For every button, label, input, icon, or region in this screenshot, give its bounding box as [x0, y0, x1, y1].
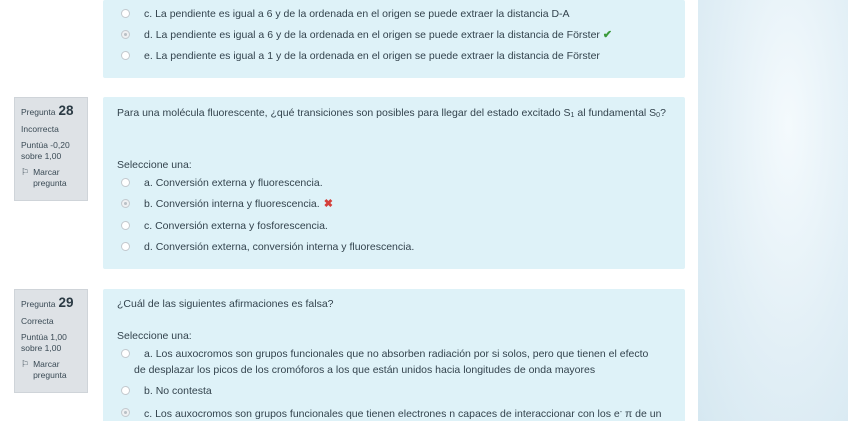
radio-option-c[interactable] [121, 221, 130, 230]
question-grade [21, 332, 81, 354]
option-a-text: a. Los auxocromos son grupos funcionales que no absorben radiación por si solos, pero que tienen el efecto de desplazar los picos de los cromóforos a los que están unidos hacia longitudes de onda mayores [134, 348, 649, 376]
option-e[interactable] [121, 48, 600, 64]
grade-max: sobre 1,00 [21, 342, 62, 353]
question-27-content [103, 0, 685, 78]
radio-option-c[interactable] [121, 408, 130, 417]
question-29-content [103, 289, 685, 421]
option-e-text: e. La pendiente es igual a 1 y de la ordenada en el origen se puede extraer la distancia de Förster [144, 50, 600, 62]
question-label: Pregunta [21, 107, 56, 117]
option-a-text: a. Conversión externa y fluorescencia. [144, 177, 323, 189]
flag-label[interactable]: Marcar pregunta [33, 166, 67, 188]
question-state: Incorrecta [21, 123, 59, 134]
option-c-text: c. Los auxocromos son grupos funcionales que tienen electrones n capaces de interaccionar con los e- π de un [144, 408, 662, 420]
radio-option-d[interactable] [121, 30, 130, 39]
select-prompt: Seleccione una: [117, 159, 192, 171]
option-d-text: d. La pendiente es igual a 6 y de la ordenada en el origen se puede extraer la distancia de Förster ✔ [144, 29, 613, 41]
question-text: Para una molécula fluorescente, ¿qué transiciones son posibles para llegar del estado excitado $S_1$ al fundamental $S_0$? [117, 107, 666, 119]
flag-icon: ⚐ [21, 358, 30, 369]
question-number [21, 294, 81, 312]
select-prompt: Seleccione una: [117, 330, 192, 342]
option-d[interactable] [121, 27, 612, 43]
question-label: Pregunta [21, 299, 56, 309]
question-number-value: 29 [58, 295, 74, 310]
radio-option-b[interactable] [121, 386, 130, 395]
question-text: ¿Cuál de las siguientes afirmaciones es falsa? [117, 298, 334, 310]
question-number [21, 102, 81, 120]
question-28-info [14, 97, 88, 201]
option-c-text: c. La pendiente es igual a 6 y de la ordenada en el origen se puede extraer la distancia D-A [144, 8, 570, 20]
question-29-info [14, 289, 88, 393]
option-d[interactable] [121, 239, 414, 255]
option-b-text: b. No contesta [144, 385, 212, 397]
check-icon: ✔ [602, 29, 613, 41]
question-state: Correcta [21, 315, 54, 326]
option-a[interactable] [121, 175, 323, 191]
grade-max: sobre 1,00 [21, 150, 62, 161]
radio-option-c[interactable] [121, 9, 130, 18]
option-b[interactable] [121, 383, 212, 399]
question-number-value: 28 [58, 103, 74, 118]
radio-option-e[interactable] [121, 51, 130, 60]
option-c[interactable] [121, 405, 661, 421]
flag-question-link[interactable] [21, 359, 81, 381]
radio-option-a[interactable] [121, 349, 130, 358]
grade-line: Puntúa 1,00 [21, 331, 67, 342]
radio-option-b[interactable] [121, 199, 130, 208]
flag-icon: ⚐ [21, 166, 30, 177]
option-c[interactable] [121, 218, 328, 234]
option-d-text: d. Conversión externa, conversión interna y fluorescencia. [144, 241, 415, 253]
question-grade [21, 140, 81, 162]
option-c[interactable] [121, 6, 570, 22]
option-c-text: c. Conversión externa y fosforescencia. [144, 220, 328, 232]
right-background-panel [698, 0, 848, 421]
option-a[interactable] [121, 346, 654, 378]
radio-option-a[interactable] [121, 178, 130, 187]
grade-line: Puntúa -0,20 [21, 139, 70, 150]
cross-icon: ✖ [323, 198, 333, 210]
option-b[interactable] [121, 196, 333, 212]
question-28-content [103, 97, 685, 269]
flag-label[interactable]: Marcar pregunta [33, 358, 67, 380]
option-b-text: b. Conversión interna y fluorescencia. ✖ [144, 198, 333, 210]
radio-option-d[interactable] [121, 242, 130, 251]
flag-question-link[interactable] [21, 167, 81, 189]
